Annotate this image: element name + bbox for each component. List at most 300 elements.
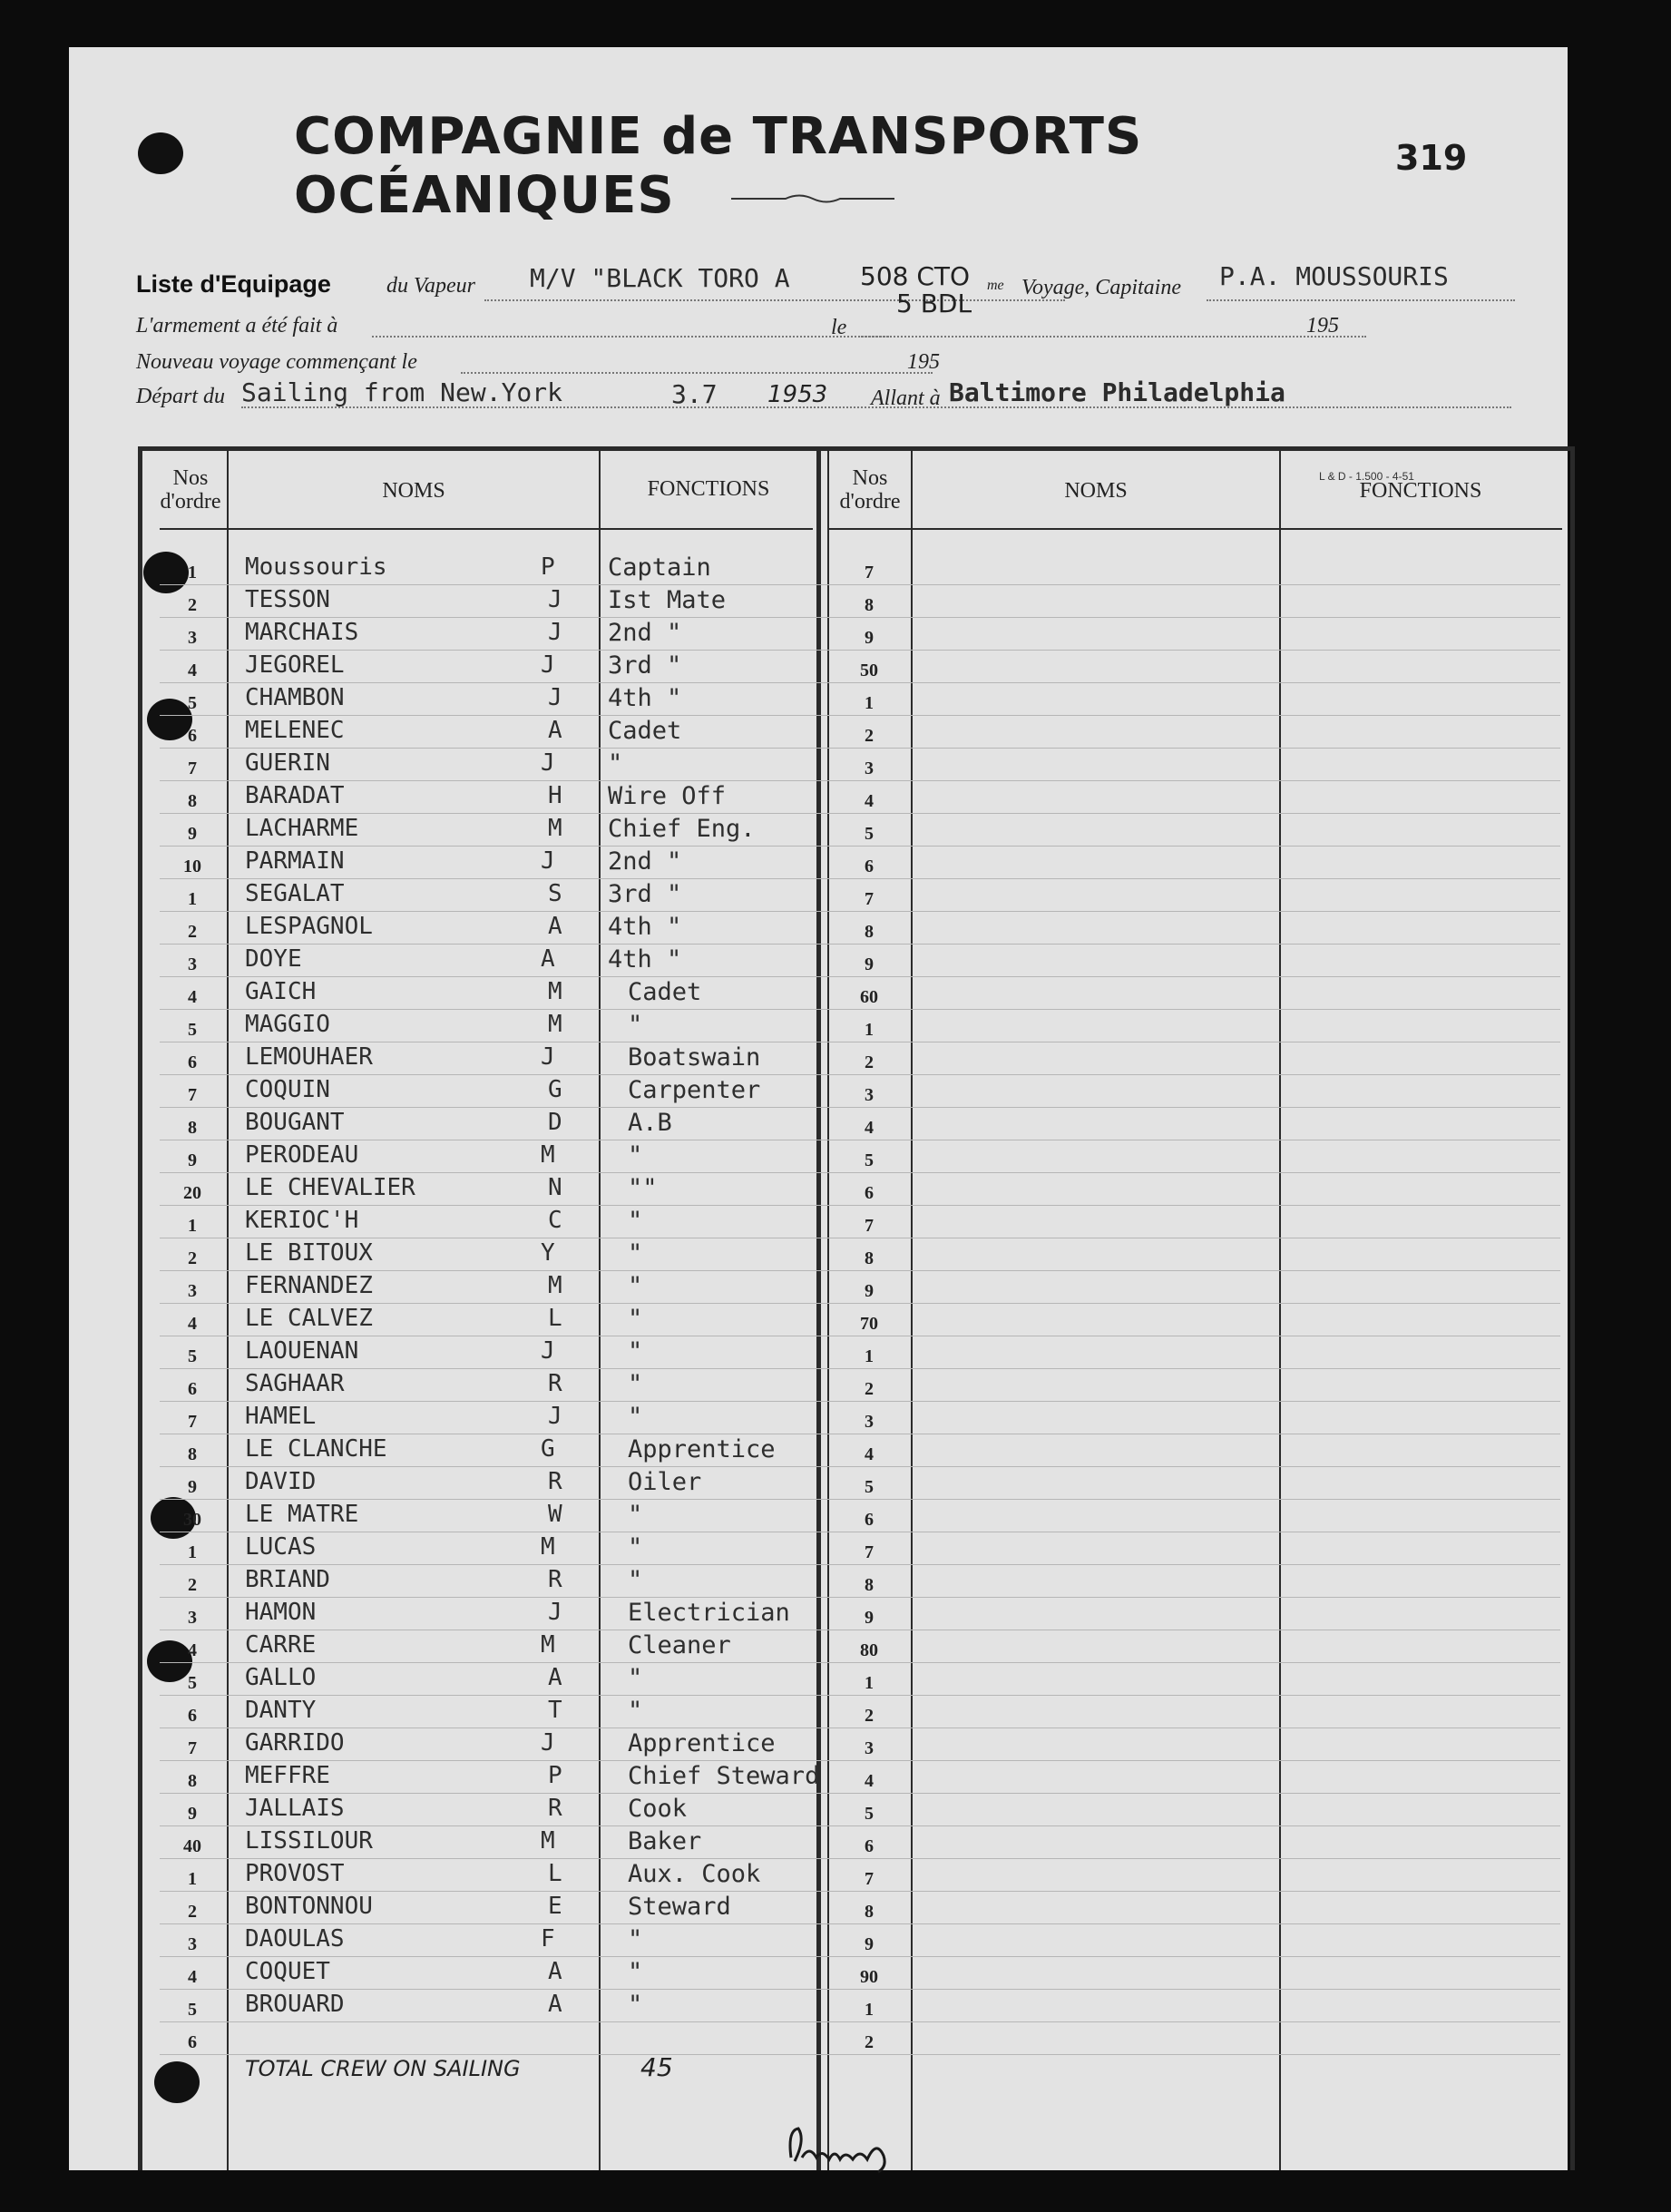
order-number-right: 5 <box>865 1150 874 1170</box>
order-number-right: 7 <box>865 889 874 909</box>
crew-name: LEMOUHAER <box>245 1043 373 1071</box>
order-number-right: 5 <box>865 1804 874 1824</box>
row-rule <box>160 780 1560 781</box>
crew-function: " <box>628 1697 643 1725</box>
crew-initial: S <box>548 880 562 907</box>
crew-function: " <box>628 1011 643 1039</box>
armement-label: L'armement a été fait à <box>136 314 338 338</box>
crew-initial: Y <box>541 1239 555 1267</box>
row-rule <box>160 1205 1560 1206</box>
order-number-right: 2 <box>865 1052 874 1072</box>
crew-function: Chief Steward <box>628 1762 820 1790</box>
row-rule <box>160 1107 1560 1108</box>
order-number-left: 9 <box>188 1804 197 1824</box>
punch-hole <box>154 2061 200 2103</box>
crew-initial: E <box>548 1893 562 1920</box>
order-number-left: 7 <box>188 759 197 778</box>
order-number-right: 6 <box>865 1510 874 1530</box>
order-number-right: 4 <box>865 1771 874 1791</box>
order-number-left: 2 <box>188 595 197 615</box>
order-number-right: 7 <box>865 1869 874 1889</box>
order-number-right: 1 <box>865 693 874 713</box>
crew-initial: M <box>541 1631 555 1659</box>
crew-function: Cleaner <box>628 1631 731 1659</box>
row-rule <box>160 1662 1560 1663</box>
crew-initial: J <box>548 586 562 613</box>
order-number-right: 1 <box>865 1020 874 1040</box>
crew-name: GARRIDO <box>245 1729 345 1757</box>
order-number-left: 6 <box>188 1052 197 1072</box>
crew-name: CARRE <box>245 1631 317 1659</box>
row-rule <box>160 1858 1560 1859</box>
crew-name: MEFFRE <box>245 1762 330 1789</box>
order-number-left: 8 <box>188 1771 197 1791</box>
crew-name: GAICH <box>245 978 317 1005</box>
order-number-right: 8 <box>865 922 874 942</box>
crew-name: LE CLANCHE <box>245 1435 387 1463</box>
row-rule <box>160 2021 1560 2022</box>
crew-name: LUCAS <box>245 1533 317 1561</box>
row-rule <box>160 1368 1560 1369</box>
crew-function: Wire Off <box>608 782 727 810</box>
crew-function: 4th " <box>608 913 682 941</box>
order-number-right: 4 <box>865 1118 874 1138</box>
liste-equipage-label: Liste d'Equipage <box>136 270 331 298</box>
crew-name: DANTY <box>245 1697 317 1724</box>
order-number-left: 7 <box>188 1412 197 1432</box>
crew-function: 2nd " <box>608 619 682 647</box>
header-fonctions-right: FONCTIONS <box>1359 479 1482 503</box>
crew-initial: M <box>548 1011 562 1038</box>
order-number-right: 8 <box>865 595 874 615</box>
row-rule <box>160 1695 1560 1696</box>
row-rule <box>160 1172 1560 1173</box>
row-rule <box>160 878 1560 879</box>
order-number-left: 5 <box>188 1673 197 1693</box>
crew-initial: J <box>541 1337 555 1365</box>
row-rule <box>160 1923 1560 1924</box>
order-number-right: 7 <box>865 1216 874 1236</box>
crew-function: " <box>628 1533 643 1561</box>
order-number-right: 7 <box>865 563 874 582</box>
order-number-left: 3 <box>188 954 197 974</box>
order-number-right: 70 <box>860 1314 878 1334</box>
crew-function: " <box>628 1403 643 1431</box>
crew-function: Steward <box>628 1893 731 1921</box>
order-number-left: 2 <box>188 1248 197 1268</box>
departure-year: 1953 <box>767 381 828 408</box>
print-code: L & D - 1.500 - 4-51 <box>1319 470 1414 483</box>
order-number-right: 6 <box>865 856 874 876</box>
row-rule <box>160 1303 1560 1304</box>
order-number-left: 5 <box>188 1346 197 1366</box>
order-number-left: 1 <box>188 1869 197 1889</box>
order-number-left: 6 <box>188 1706 197 1726</box>
row-rule <box>160 617 1560 618</box>
order-number-right: 2 <box>865 726 874 746</box>
order-number-right: 2 <box>865 1379 874 1399</box>
order-number-left: 4 <box>188 1967 197 1987</box>
crew-function: Apprentice <box>628 1435 776 1463</box>
depart-value: Sailing from New.York <box>241 377 563 407</box>
crew-initial: P <box>548 1762 562 1789</box>
crew-initial: R <box>548 1566 562 1593</box>
crew-function: Ist Mate <box>608 586 727 614</box>
row-rule <box>160 944 1560 945</box>
order-number-right: 7 <box>865 1542 874 1562</box>
crew-function: 3rd " <box>608 880 682 908</box>
row-rule <box>160 1891 1560 1892</box>
crew-function: Electrician <box>628 1599 790 1627</box>
crew-initial: J <box>548 1403 562 1430</box>
crew-name: PERODEAU <box>245 1141 359 1169</box>
order-number-right: 6 <box>865 1183 874 1203</box>
order-number-right: 80 <box>860 1640 878 1660</box>
order-number-left: 3 <box>188 628 197 648</box>
voyage-number-secondary: 5 BDL <box>896 289 972 318</box>
crew-function: Boatswain <box>628 1043 761 1072</box>
order-number-left: 6 <box>188 726 197 746</box>
year-field-1: 195 <box>1306 314 1339 338</box>
order-number-right: 2 <box>865 2032 874 2052</box>
crew-function: " <box>628 1566 643 1594</box>
crew-name: BROUARD <box>245 1991 345 2018</box>
crew-name: LE CALVEZ <box>245 1305 373 1332</box>
crew-initial: L <box>548 1305 562 1332</box>
order-number-left: 9 <box>188 1150 197 1170</box>
crew-name: COQUIN <box>245 1076 330 1103</box>
order-number-left: 2 <box>188 1575 197 1595</box>
crew-name: DAOULAS <box>245 1925 345 1953</box>
order-number-left: 9 <box>188 1477 197 1497</box>
order-number-left: 3 <box>188 1608 197 1628</box>
crew-name: LESPAGNOL <box>245 913 373 940</box>
crew-function: Aux. Cook <box>628 1860 761 1888</box>
crew-function: " <box>628 1305 643 1333</box>
depart-label: Départ du <box>136 385 225 408</box>
order-number-left: 30 <box>183 1510 201 1530</box>
crew-name: LISSILOUR <box>245 1827 373 1855</box>
crew-name: MELENEC <box>245 717 345 744</box>
crew-name: KERIOC'H <box>245 1207 359 1234</box>
row-rule <box>160 1564 1560 1565</box>
signature <box>782 2121 909 2176</box>
company-title: COMPAGNIE de TRANSPORTS OCÉANIQUES <box>294 107 1143 225</box>
crew-list-sheet <box>69 47 1568 2170</box>
captain-name: P.A. MOUSSOURIS <box>1219 261 1449 291</box>
crew-name: CHAMBON <box>245 684 345 711</box>
crew-initial: M <box>548 815 562 842</box>
crew-function: Apprentice <box>628 1729 776 1757</box>
total-crew-label: TOTAL CREW ON SAILING <box>245 2056 521 2081</box>
order-number-left: 9 <box>188 824 197 844</box>
row-rule <box>160 1793 1560 1794</box>
allant-label: Allant à <box>871 387 941 410</box>
order-number-right: 50 <box>860 661 878 680</box>
order-number-right: 1 <box>865 2000 874 2020</box>
crew-name: DAVID <box>245 1468 317 1495</box>
total-crew-value: 45 <box>640 2052 673 2082</box>
order-number-left: 1 <box>188 1542 197 1562</box>
punch-hole <box>138 132 183 174</box>
du-vapeur-label: du Vapeur <box>386 274 475 298</box>
departure-date: 3.7 <box>671 379 718 409</box>
crew-function: "" <box>628 1174 658 1202</box>
crew-initial: L <box>548 1860 562 1887</box>
crew-initial: G <box>548 1076 562 1103</box>
crew-initial: A <box>548 1664 562 1691</box>
crew-function: A.B <box>628 1109 672 1137</box>
crew-name: JEGOREL <box>245 651 345 679</box>
header-fonctions-left: FONCTIONS <box>647 477 770 501</box>
order-number-right: 1 <box>865 1673 874 1693</box>
order-number-left: 4 <box>188 1640 197 1660</box>
crew-initial: A <box>548 1991 562 2018</box>
crew-function: " <box>628 1664 643 1692</box>
crew-function: " <box>628 1207 643 1235</box>
row-rule <box>160 682 1560 683</box>
order-number-right: 5 <box>865 824 874 844</box>
header-nos-ordre-left: Nos d'ordre <box>160 466 221 514</box>
crew-function: Cadet <box>608 717 682 745</box>
header-noms-left: NOMS <box>382 479 445 503</box>
crew-initial: J <box>548 1599 562 1626</box>
crew-initial: R <box>548 1468 562 1495</box>
crew-name: LAOUENAN <box>245 1337 359 1365</box>
order-number-left: 4 <box>188 987 197 1007</box>
row-rule <box>160 584 1560 585</box>
crew-initial: H <box>548 782 562 809</box>
crew-name: Moussouris <box>245 553 387 581</box>
order-number-left: 6 <box>188 2032 197 2052</box>
order-number-left: 3 <box>188 1934 197 1954</box>
crew-name: MAGGIO <box>245 1011 330 1038</box>
crew-initial: R <box>548 1795 562 1822</box>
crew-function: " <box>628 1958 643 1986</box>
row-rule <box>160 1597 1560 1598</box>
crew-name: COQUET <box>245 1958 330 1985</box>
crew-function: 4th " <box>608 684 682 712</box>
order-number-left: 5 <box>188 1020 197 1040</box>
crew-initial: A <box>541 945 555 973</box>
crew-initial: M <box>548 978 562 1005</box>
order-number-right: 8 <box>865 1575 874 1595</box>
crew-name: BRIAND <box>245 1566 330 1593</box>
crew-initial: J <box>541 847 555 875</box>
crew-function: 4th " <box>608 945 682 974</box>
order-number-right: 60 <box>860 987 878 1007</box>
crew-initial: J <box>541 749 555 777</box>
crew-name: TESSON <box>245 586 330 613</box>
crew-function: " <box>628 1925 643 1953</box>
crew-name: BONTONNOU <box>245 1893 373 1920</box>
order-number-right: 9 <box>865 1608 874 1628</box>
crew-name: BOUGANT <box>245 1109 345 1136</box>
order-number-right: 8 <box>865 1248 874 1268</box>
crew-name: LE BITOUX <box>245 1239 373 1267</box>
order-number-left: 1 <box>188 889 197 909</box>
crew-name: LE MATRE <box>245 1501 359 1528</box>
row-rule <box>160 1499 1560 1500</box>
row-rule <box>160 911 1560 912</box>
crew-function: " <box>628 1239 643 1267</box>
crew-name: GUERIN <box>245 749 330 777</box>
crew-initial: D <box>548 1109 562 1136</box>
me-label: me <box>987 278 1004 293</box>
page-number: 319 <box>1395 138 1468 178</box>
header-noms-right: NOMS <box>1064 479 1128 503</box>
order-number-left: 2 <box>188 922 197 942</box>
crew-initial: J <box>548 619 562 646</box>
crew-function: Cadet <box>628 978 702 1006</box>
row-rule <box>160 748 1560 749</box>
crew-function: Chief Eng. <box>608 815 756 843</box>
row-rule <box>160 1074 1560 1075</box>
row-rule <box>160 976 1560 977</box>
crew-name: SEGALAT <box>245 880 345 907</box>
header-nos-ordre-right: Nos d'ordre <box>839 466 901 514</box>
crew-name: PARMAIN <box>245 847 345 875</box>
crew-name: GALLO <box>245 1664 317 1691</box>
row-rule <box>160 1270 1560 1271</box>
order-number-right: 9 <box>865 628 874 648</box>
nouveau-voyage-label: Nouveau voyage commençant le <box>136 350 417 374</box>
row-rule <box>160 1401 1560 1402</box>
crew-name: FERNANDEZ <box>245 1272 373 1299</box>
crew-initial: G <box>541 1435 555 1463</box>
row-rule <box>160 1956 1560 1957</box>
crew-initial: M <box>541 1141 555 1169</box>
crew-function: " <box>628 1501 643 1529</box>
row-rule <box>160 715 1560 716</box>
order-number-right: 4 <box>865 1444 874 1464</box>
le-label: le <box>831 316 847 339</box>
crew-function: Cook <box>628 1795 688 1823</box>
crew-function: Captain <box>608 553 711 582</box>
crew-name: DOYE <box>245 945 302 973</box>
voyage-capitaine-label: Voyage, Capitaine <box>1021 276 1181 299</box>
crew-initial: M <box>541 1827 555 1855</box>
crew-initial: J <box>541 1729 555 1757</box>
order-number-right: 1 <box>865 1346 874 1366</box>
crew-name: HAMEL <box>245 1403 317 1430</box>
crew-function: " <box>608 749 623 778</box>
crew-name: PROVOST <box>245 1860 345 1887</box>
crew-initial: A <box>548 913 562 940</box>
order-number-left: 3 <box>188 1281 197 1301</box>
crew-function: " <box>628 1370 643 1398</box>
order-number-right: 2 <box>865 1706 874 1726</box>
order-number-left: 10 <box>183 856 201 876</box>
order-number-left: 8 <box>188 791 197 811</box>
crew-initial: T <box>548 1697 562 1724</box>
crew-name: LACHARME <box>245 815 359 842</box>
row-rule <box>160 650 1560 651</box>
allant-value: Baltimore Philadelphia <box>949 377 1285 407</box>
crew-function: " <box>628 1272 643 1300</box>
order-number-left: 5 <box>188 2000 197 2020</box>
crew-function: " <box>628 1337 643 1365</box>
row-rule <box>160 1009 1560 1010</box>
order-number-left: 8 <box>188 1118 197 1138</box>
order-number-left: 8 <box>188 1444 197 1464</box>
row-rule <box>160 846 1560 847</box>
order-number-right: 3 <box>865 1738 874 1758</box>
order-number-left: 1 <box>188 563 197 582</box>
crew-function: 2nd " <box>608 847 682 876</box>
crew-initial: C <box>548 1207 562 1234</box>
order-number-right: 90 <box>860 1967 878 1987</box>
order-number-left: 7 <box>188 1738 197 1758</box>
crew-initial: P <box>541 553 555 581</box>
row-rule <box>160 2054 1560 2055</box>
vessel-name: M/V "BLACK TORO A <box>530 263 790 293</box>
order-number-left: 5 <box>188 693 197 713</box>
crew-initial: J <box>541 1043 555 1071</box>
crew-initial: J <box>541 651 555 679</box>
crew-name: JALLAIS <box>245 1795 345 1822</box>
order-number-right: 9 <box>865 1281 874 1301</box>
order-number-left: 20 <box>183 1183 201 1203</box>
crew-name: LE CHEVALIER <box>245 1174 415 1201</box>
crew-initial: J <box>548 684 562 711</box>
crew-initial: A <box>548 717 562 744</box>
order-number-left: 40 <box>183 1836 201 1856</box>
crew-name: SAGHAAR <box>245 1370 345 1397</box>
crew-initial: W <box>548 1501 562 1528</box>
row-rule <box>160 1760 1560 1761</box>
year-field-2: 195 <box>907 350 940 374</box>
crew-function: Oiler <box>628 1468 702 1496</box>
order-number-right: 3 <box>865 1412 874 1432</box>
crew-function: 3rd " <box>608 651 682 680</box>
order-number-right: 8 <box>865 1902 874 1922</box>
crew-name: BARADAT <box>245 782 345 809</box>
row-rule <box>160 1825 1560 1826</box>
row-rule <box>160 1466 1560 1467</box>
order-number-right: 4 <box>865 791 874 811</box>
crew-name: MARCHAIS <box>245 619 359 646</box>
row-rule <box>160 1989 1560 1990</box>
order-number-right: 9 <box>865 1934 874 1954</box>
crew-initial: N <box>548 1174 562 1201</box>
order-number-left: 7 <box>188 1085 197 1105</box>
crew-initial: M <box>541 1533 555 1561</box>
crew-function: Carpenter <box>628 1076 761 1104</box>
order-number-right: 5 <box>865 1477 874 1497</box>
crew-initial: A <box>548 1958 562 1985</box>
crew-name: HAMON <box>245 1599 317 1626</box>
crew-function: " <box>628 1141 643 1170</box>
order-number-right: 9 <box>865 954 874 974</box>
order-number-right: 3 <box>865 759 874 778</box>
crew-initial: F <box>541 1925 555 1953</box>
ornament-divider <box>731 192 894 205</box>
order-number-left: 1 <box>188 1216 197 1236</box>
row-rule <box>160 813 1560 814</box>
crew-initial: M <box>548 1272 562 1299</box>
crew-function: Baker <box>628 1827 702 1855</box>
voyage-number: 508 CTO <box>860 261 971 291</box>
order-number-left: 2 <box>188 1902 197 1922</box>
order-number-left: 4 <box>188 661 197 680</box>
order-number-right: 6 <box>865 1836 874 1856</box>
crew-function: " <box>628 1991 643 2019</box>
order-number-left: 6 <box>188 1379 197 1399</box>
crew-initial: R <box>548 1370 562 1397</box>
order-number-right: 3 <box>865 1085 874 1105</box>
order-number-left: 4 <box>188 1314 197 1334</box>
